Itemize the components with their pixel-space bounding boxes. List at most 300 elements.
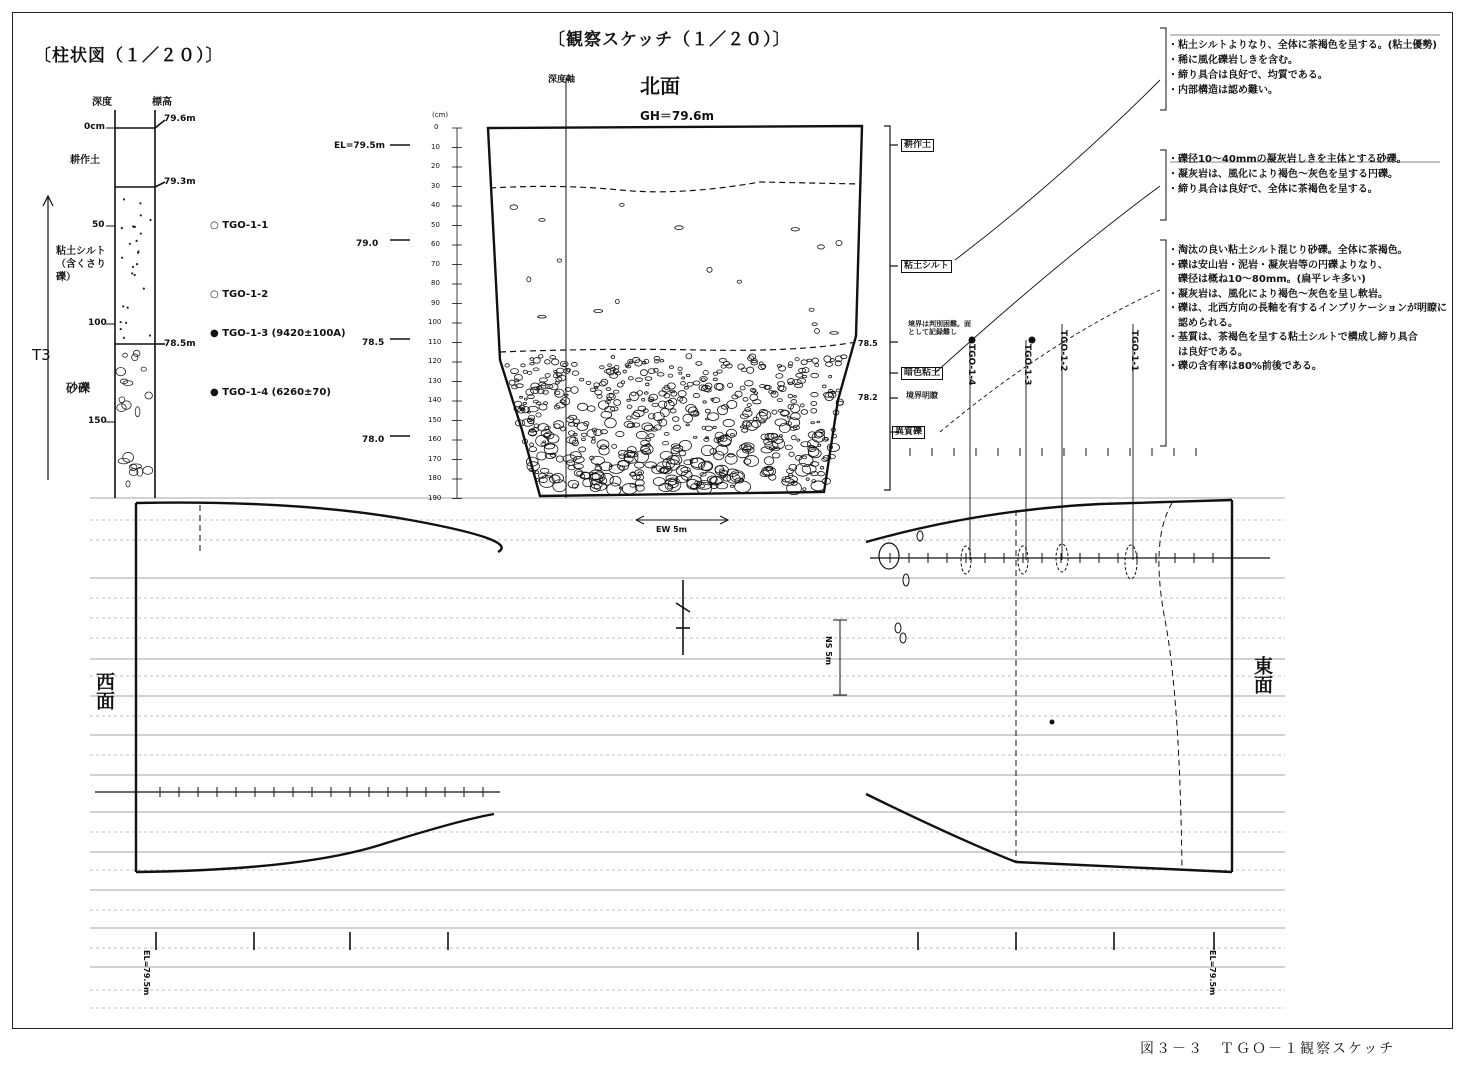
gravel-clast: [686, 354, 692, 359]
pebble: [818, 245, 825, 249]
figure-caption: 図３－３ ＴＧＯ－１観察スケッチ: [1140, 1041, 1396, 1057]
gravel-clast: [126, 481, 130, 487]
gravel-clast: [811, 408, 817, 413]
silt-dot: [127, 307, 129, 309]
silt-dot: [125, 322, 127, 324]
gravel-clast: [669, 366, 673, 369]
gravel-clast: [713, 426, 716, 428]
gravel-clast: [671, 391, 677, 396]
scale-tick-label: 170: [428, 454, 442, 463]
west-face-sketch: [95, 503, 502, 872]
gravel-clast: [133, 350, 140, 356]
boundary-note-clear: 境界明瞭: [906, 391, 938, 400]
gravel-clast: [764, 457, 774, 465]
el-label-79-0: 79.0: [356, 239, 379, 249]
note-line: ・礫は安山岩・泥岩・凝灰岩等の円礫よりなり、: [1168, 259, 1388, 271]
gravel-clast: [807, 359, 812, 361]
pebble: [737, 280, 741, 283]
gravel-clast: [579, 447, 586, 452]
tag-dark-clay: 暗色粘土: [901, 367, 943, 380]
scale-tick-label: 140: [428, 396, 442, 404]
gravel-clast: [797, 439, 800, 441]
scale-tick-label: 100: [428, 318, 442, 326]
gravel-clast: [605, 369, 612, 373]
depth-tick-0: 0cm: [84, 122, 105, 132]
gravel-clast: [606, 388, 611, 391]
sample-label: TGO-1-2: [222, 289, 269, 300]
depth-header: 深度: [92, 97, 112, 108]
sample-tgo-1-3: ● TGO-1-3 (9420±100A): [210, 328, 346, 339]
gravel-clast: [743, 410, 753, 417]
pebble: [815, 329, 820, 334]
gravel-clast: [679, 372, 682, 374]
scale-tick-label: 160: [428, 435, 442, 443]
gravel-clast: [645, 462, 656, 468]
gravel-clast: [533, 400, 538, 403]
gravel-clast: [554, 424, 560, 429]
scale-tick-label: 30: [431, 181, 440, 190]
gravel-clast: [785, 445, 792, 449]
gravel-clast: [801, 410, 807, 415]
gravel-clast: [600, 366, 605, 369]
gravel-clast: [554, 421, 564, 429]
gravel-clast: [663, 441, 669, 444]
gravel-clast: [723, 419, 734, 426]
silt-dot: [120, 321, 122, 323]
gravel-clast: [587, 406, 595, 412]
gravel-clast: [652, 403, 658, 406]
gravel-clast: [657, 373, 664, 377]
gravel-clast: [607, 393, 616, 400]
gravel-clast: [116, 368, 126, 376]
gravel-clast: [719, 358, 726, 362]
gravel-clast: [811, 392, 818, 396]
scale-tick-label: 40: [431, 201, 440, 209]
gravel-clast: [550, 356, 556, 359]
note-line: ・凝灰岩は、風化により褐色〜灰色を呈し軟岩。: [1168, 288, 1388, 300]
gravel-clast: [571, 387, 579, 394]
boundary-note-unclear: 境界は判別困難。面として記録難し: [908, 320, 971, 337]
gravel-clast: [727, 400, 737, 408]
silt-dot: [143, 288, 145, 290]
sample-label: TGO-1-1: [222, 220, 269, 231]
gravel-clast: [530, 443, 534, 447]
gravel-clast: [613, 390, 619, 393]
gravel-clast: [552, 359, 559, 365]
tag-clay-silt: 粘土シルト: [901, 260, 952, 273]
silt-dot: [135, 240, 137, 242]
gravel-clast: [608, 364, 612, 367]
gravel-clast: [789, 452, 794, 456]
gravel-clast: [524, 398, 527, 400]
gravel-clast: [745, 456, 759, 467]
gravel-clast: [703, 401, 707, 403]
north-face-label: 北面: [640, 74, 680, 98]
gravel-clast: [623, 370, 626, 373]
east-face-label: 東面: [1251, 656, 1273, 694]
gravel-clast: [654, 368, 659, 372]
center-marker: [676, 580, 690, 655]
gravel-clast: [523, 370, 527, 373]
gravel-clast: [514, 401, 521, 407]
bottom-el-left: EL=79.5m: [142, 950, 151, 996]
gravel-clast: [570, 452, 581, 460]
gravel-clast: [760, 411, 771, 420]
columnar-title: 〔柱状図（１／２０）〕: [34, 46, 224, 66]
pebble: [615, 299, 619, 304]
gravel-clast: [539, 378, 547, 382]
gravel-clast: [815, 364, 819, 367]
depth-tick-150: 150: [88, 416, 107, 426]
gravel-clast: [530, 362, 534, 365]
gravel-clast: [609, 394, 614, 398]
silt-dot: [149, 219, 151, 221]
gravel-clast: [820, 466, 823, 469]
sample-tgo-1-1: ○ TGO-1-1: [210, 220, 269, 231]
silt-dot: [122, 305, 124, 307]
gravel-clast: [535, 471, 538, 474]
gravel-clast: [628, 377, 633, 380]
note-line: 認められる。: [1168, 317, 1238, 329]
gravel-clast: [714, 451, 724, 460]
gravel-clast: [554, 389, 564, 397]
gravel-clast: [622, 484, 637, 494]
gravel-clast: [123, 452, 134, 462]
gravel-clast: [610, 476, 621, 486]
silt-dot: [149, 334, 151, 336]
gravel-clast: [573, 419, 579, 423]
gravel-clast: [640, 370, 647, 376]
gravel-clast: [787, 416, 790, 418]
gh-label: GH＝79.6m: [640, 109, 715, 123]
gravel-clast: [635, 378, 642, 382]
gravel-clast: [567, 460, 575, 465]
gravel-clast: [611, 356, 614, 359]
gravel-clast: [796, 373, 804, 377]
depth-tick-50: 50: [92, 220, 105, 230]
note-line: ・締り具合は良好で、均質である。: [1168, 70, 1328, 81]
north-face-sketch: [457, 74, 862, 524]
pebble: [707, 267, 712, 272]
gravel-clast: [660, 408, 669, 416]
gravel-clast: [824, 356, 831, 362]
ns-label: NS 5m: [824, 636, 833, 666]
gravel-clast: [682, 377, 685, 379]
gravel-clast: [521, 364, 526, 367]
gravel-clast: [658, 401, 666, 408]
note-line: ・礫径10〜40mmの凝灰岩しきを主体とする砂礫。: [1168, 154, 1407, 165]
gravel-clast: [801, 442, 811, 447]
silt-dot: [137, 250, 139, 252]
gravel-clast: [811, 373, 819, 378]
note-line: ・礫は、北西方向の長軸を有するインブリケーションが明瞭に: [1168, 303, 1447, 314]
silt-dot: [132, 266, 134, 268]
gravel-clast: [143, 467, 153, 475]
gravel-clast: [636, 431, 647, 438]
gravel-clast: [614, 400, 621, 406]
gravel-clast: [616, 431, 624, 436]
pebble: [527, 277, 531, 282]
gravel-clast: [145, 392, 153, 399]
gravel-clast: [818, 472, 825, 476]
sample-label: TGO-1-4 (6260±70): [222, 387, 331, 398]
gravel-clast: [568, 423, 574, 427]
gravel-clast: [829, 375, 832, 378]
gravel-clast: [555, 391, 560, 395]
gravel-clast: [666, 460, 679, 471]
gravel-clast: [591, 440, 595, 443]
gravel-clast: [713, 372, 717, 375]
gravel-clast: [694, 412, 699, 416]
gravel-clast: [553, 374, 558, 378]
gravel-clast: [642, 423, 653, 430]
gravel-clast: [605, 418, 617, 428]
gravel-clast: [560, 400, 565, 403]
elevation-top: 79.6m: [164, 114, 196, 124]
scale-tick-label: 50: [431, 220, 440, 229]
pebble: [809, 308, 814, 311]
silt-dot: [121, 227, 123, 229]
gravel-clast: [727, 383, 732, 387]
scale-tick-label: 130: [428, 376, 442, 385]
gravel-clast: [637, 391, 642, 396]
silt-dot: [139, 202, 141, 204]
gravel-clast: [738, 364, 744, 370]
note-line: ・基質は、茶褐色を呈する粘土シルトで構成し締り具合: [1168, 332, 1418, 343]
gravel-clast: [679, 440, 691, 450]
sample-tag-tgo-1-4: TGO-1-4: [966, 344, 976, 386]
gravel-clast: [681, 467, 691, 472]
ew-label: EW 5m: [656, 525, 687, 534]
gravel-clast: [520, 396, 523, 398]
notes-block-2: [1168, 152, 1407, 197]
gravel-clast: [509, 380, 515, 385]
gravel-clast: [776, 374, 783, 379]
gravel-clast: [747, 367, 754, 373]
gravel-clast: [668, 374, 673, 377]
gravel-clast: [730, 485, 734, 487]
pebble: [538, 315, 547, 318]
tag-topsoil: 耕作土: [901, 139, 934, 152]
pebble: [836, 240, 842, 245]
sample-label: TGO-1-3 (9420±100A): [222, 328, 346, 339]
gravel-clast: [527, 371, 532, 374]
depth-tick-100: 100: [88, 318, 107, 328]
el-label-78-0: 78.0: [362, 435, 385, 445]
gravel-clast: [644, 392, 648, 394]
scale-tick-label: 10: [431, 142, 440, 151]
gravel-clast: [788, 378, 795, 384]
silt-dot: [140, 232, 142, 234]
gravel-clast: [812, 358, 818, 363]
right-elev-78-5: 78.5: [858, 339, 878, 348]
pebble: [675, 226, 683, 230]
gravel-clast: [642, 398, 645, 401]
gravel-clast: [791, 400, 797, 404]
gravel-clast: [678, 391, 686, 397]
gravel-clast: [538, 355, 543, 358]
gravel-clast: [598, 401, 608, 410]
gravel-clast: [811, 481, 826, 491]
scale-tick-label: 20: [431, 162, 440, 170]
gravel-clast: [529, 447, 537, 452]
gravel-clast: [612, 445, 617, 449]
layer-topsoil: 耕作土: [70, 155, 100, 166]
gravel-clast: [742, 428, 748, 432]
gravel-clast: [653, 477, 665, 485]
silt-dot: [120, 328, 122, 330]
gravel-clast: [556, 456, 563, 462]
scale-tick-label: 90: [431, 298, 440, 307]
gravel-clast: [581, 438, 585, 441]
bottom-el-right: EL=79.5m: [1208, 950, 1217, 996]
gravel-clast: [536, 413, 541, 417]
gravel-clast: [577, 423, 588, 431]
gravel-clast: [523, 402, 526, 404]
sample-tag-tgo-1-2: TGO-1-2: [1058, 330, 1068, 372]
gravel-clast: [572, 362, 578, 366]
gravel-clast: [600, 430, 607, 434]
scale-tick-label: 110: [428, 337, 442, 346]
note-line: ・締り具合は良好で、全体に茶褐色を呈する。: [1168, 184, 1378, 195]
gravel-clast: [740, 386, 745, 390]
gravel-clast: [578, 403, 588, 410]
gravel-clast: [586, 381, 591, 384]
gravel-clast: [700, 377, 708, 382]
gravel-clast: [550, 384, 558, 390]
note-line: ・稀に風化礫岩しきを含む。: [1168, 55, 1298, 66]
layer-clay-silt: 粘土シルト（含くさり礫）: [56, 246, 106, 283]
pebble: [510, 205, 518, 210]
sample-tgo-1-4: ● TGO-1-4 (6260±70): [210, 387, 331, 398]
gravel-clast: [803, 488, 806, 491]
gravel-clast: [579, 378, 583, 381]
gravel-clast: [119, 397, 125, 403]
gravel-clast: [654, 359, 659, 363]
gravel-clast: [686, 405, 697, 413]
gravel-clast: [123, 353, 128, 357]
gravel-clast: [635, 462, 644, 468]
scale-tick-label: 70: [431, 259, 440, 268]
gravel-clast: [800, 404, 804, 407]
west-face-label: 西面: [93, 672, 115, 710]
gravel-clast: [725, 454, 737, 464]
gravel-clast: [743, 397, 748, 401]
gravel-clast: [678, 367, 682, 371]
note-line: ・内部構造は認め難い。: [1168, 85, 1278, 96]
pebble: [791, 228, 799, 231]
gravel-clast: [601, 379, 608, 385]
gravel-clast: [795, 455, 801, 460]
gravel-clast: [730, 433, 734, 435]
gravel-clast: [591, 456, 604, 464]
gravel-clast: [826, 362, 833, 366]
scale-tick-label: 80: [431, 279, 440, 287]
pebble: [812, 323, 817, 326]
gravel-clast: [629, 361, 633, 363]
gravel-clast: [141, 367, 146, 371]
pebble: [830, 332, 839, 335]
gravel-clast: [560, 361, 568, 367]
gravel-clast: [717, 406, 727, 415]
gravel-clast: [801, 360, 807, 365]
gravel-clast: [693, 436, 697, 438]
note-line: ・粘土シルトよりなり、全体に茶褐色を呈する。(粘土優勢): [1168, 40, 1437, 51]
gravel-clast: [511, 369, 519, 374]
gravel-clast: [540, 468, 549, 473]
gravel-clast: [696, 362, 702, 366]
gravel-clast: [749, 354, 756, 359]
gravel-clast: [607, 483, 621, 496]
gravel-clast: [727, 469, 738, 477]
gravel-clast: [543, 390, 549, 394]
gravel-clast: [545, 360, 551, 364]
gravel-clast: [646, 383, 650, 386]
gravel-clast: [823, 385, 827, 388]
gravel-clast: [811, 422, 815, 424]
gravel-clast: [693, 381, 700, 385]
gravel-clast: [627, 405, 632, 409]
scale-tick-label: 150: [428, 415, 442, 424]
gravel-clast: [772, 410, 777, 414]
silt-dot: [140, 214, 142, 216]
gravel-clast: [132, 354, 138, 361]
gravel-clast: [545, 373, 550, 377]
gravel-clast: [674, 425, 681, 430]
silt-dot: [131, 272, 133, 274]
gravel-clast: [553, 480, 567, 492]
columnar-section: [43, 110, 165, 498]
right-elev-78-2: 78.2: [858, 393, 878, 402]
gravel-clast: [670, 409, 676, 413]
gravel-clast: [686, 374, 690, 376]
gravel-clast: [707, 413, 719, 421]
gravel-clast: [744, 381, 753, 386]
gravel-clast: [772, 453, 780, 458]
sample-tag-tgo-1-3: TGO-1-3: [1022, 344, 1032, 386]
pebble: [557, 259, 561, 262]
gravel-clast: [705, 426, 712, 431]
gravel-clast: [581, 433, 586, 436]
scale-tick-label: 0: [434, 123, 439, 131]
gravel-clast: [705, 409, 710, 413]
silt-dot: [133, 226, 135, 228]
gravel-clast: [627, 399, 631, 401]
gravel-clast: [118, 458, 129, 464]
tag-foreign-gravel: 異質礫: [892, 426, 925, 439]
gravel-clast: [693, 393, 699, 397]
gravel-clast: [793, 396, 796, 398]
pebble: [539, 219, 545, 222]
note-line: は良好である。: [1168, 346, 1248, 358]
silt-dot: [123, 198, 125, 200]
scale-tick-label: 120: [428, 357, 442, 365]
silt-dot: [123, 337, 125, 339]
reference-line-label: 深度軸: [548, 75, 576, 85]
note-line: ・淘汰の良い粘土シルト混じり砂礫。全体に茶褐色。: [1168, 245, 1408, 256]
gravel-clast: [701, 445, 713, 455]
gravel-clast: [672, 417, 679, 422]
notes-block-1: [1168, 38, 1437, 98]
silt-dot: [136, 263, 138, 265]
silt-dot: [134, 274, 136, 276]
elev-header: 標高: [152, 97, 172, 108]
gravel-clast: [592, 437, 595, 439]
gravel-clast: [684, 386, 688, 389]
gravel-clast: [681, 382, 686, 386]
notes-block-3: [1168, 244, 1447, 375]
gravel-clast: [806, 478, 809, 481]
